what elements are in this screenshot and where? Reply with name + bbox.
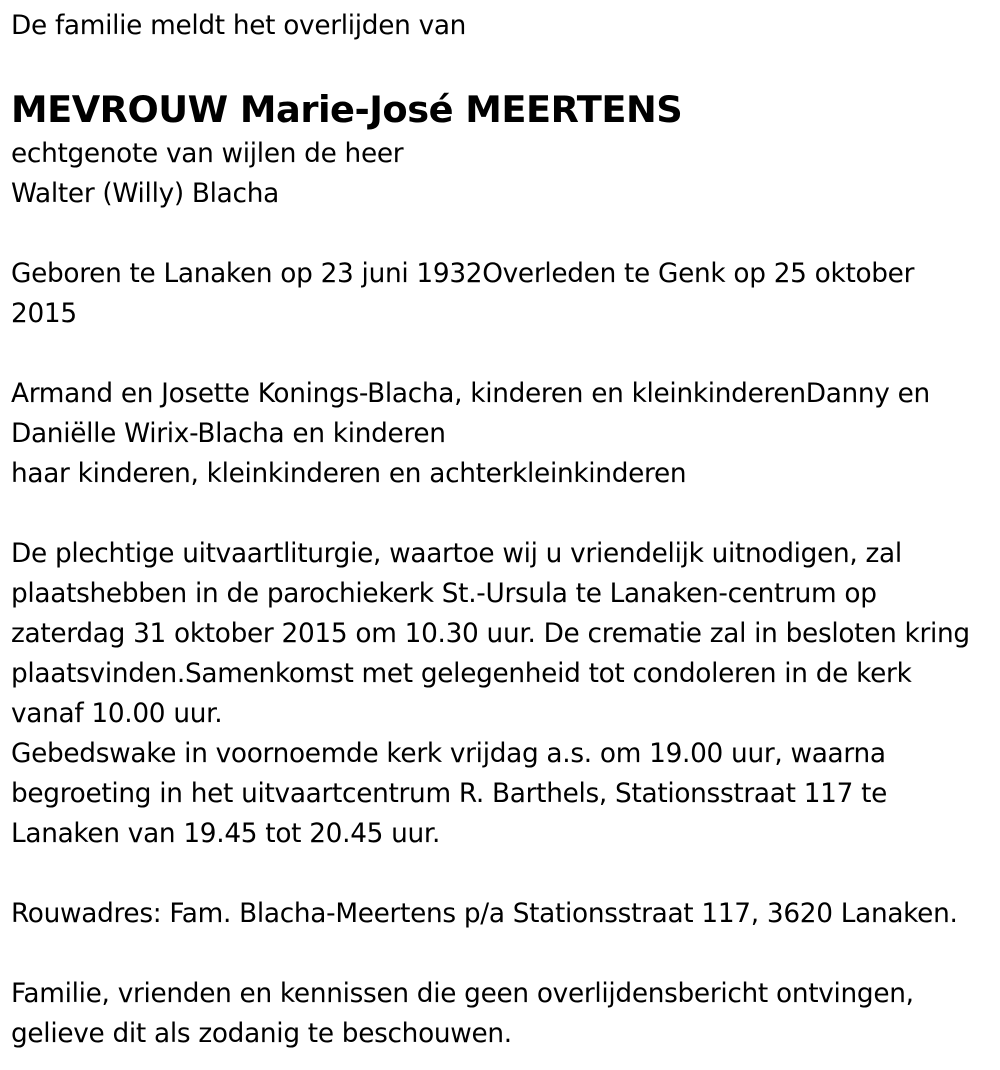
spouse-line-2: Walter (Willy) Blacha (11, 179, 279, 209)
funeral-line-5: vanaf 10.00 uur. (11, 699, 223, 729)
family-line-1: Armand en Josette Konings-Blacha, kinderen en kleinkinderenDanny en (11, 379, 930, 409)
closing-line-1: Familie, vrienden en kennissen die geen overlijdensbericht ontvingen, (11, 979, 914, 1009)
spouse-line-1: echtgenote van wijlen de heer (11, 139, 404, 169)
funeral-line-1: De plechtige uitvaartliturgie, waartoe wij u vriendelijk uitnodigen, zal (11, 539, 902, 569)
dates-line-2: 2015 (11, 299, 77, 329)
funeral-line-4: plaatsvinden.Samenkomst met gelegenheid tot condoleren in de kerk (11, 659, 912, 689)
spacer (11, 494, 1000, 534)
family-line-2: Daniëlle Wirix-Blacha en kinderen (11, 419, 446, 449)
vigil-line-3: Lanaken van 19.45 tot 20.45 uur. (11, 819, 441, 849)
funeral-line-3: zaterdag 31 oktober 2015 om 10.30 uur. De crematie zal in besloten kring (11, 619, 970, 649)
spacer (11, 334, 1000, 374)
family-line-3: haar kinderen, kleinkinderen en achterkleinkinderen (11, 459, 687, 489)
closing-line-2: gelieve dit als zodanig te beschouwen. (11, 1019, 512, 1049)
spacer (11, 214, 1000, 254)
spacer (11, 854, 1000, 894)
deceased-name: MEVROUW Marie-José MEERTENS (11, 88, 683, 131)
vigil-line-2: begroeting in het uitvaartcentrum R. Barthels, Stationsstraat 117 te (11, 779, 888, 809)
intro-text: De familie meldt het overlijden van (11, 11, 467, 41)
spacer (11, 934, 1000, 974)
funeral-line-2: plaatshebben in de parochiekerk St.-Ursula te Lanaken-centrum op (11, 579, 877, 609)
dates-line-1: Geboren te Lanaken op 23 juni 1932Overleden te Genk op 25 oktober (11, 259, 915, 289)
mourning-address: Rouwadres: Fam. Blacha-Meertens p/a Stationsstraat 117, 3620 Lanaken. (11, 899, 958, 929)
vigil-line-1: Gebedswake in voornoemde kerk vrijdag a.s. om 19.00 uur, waarna (11, 739, 886, 769)
